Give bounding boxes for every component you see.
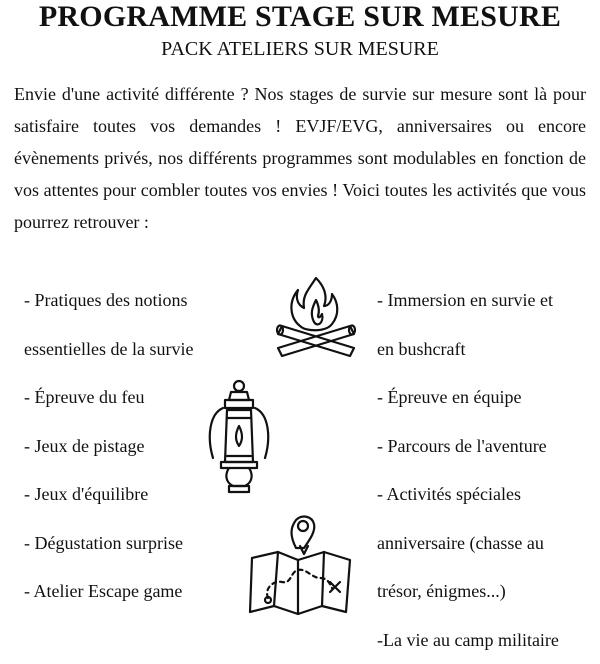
campfire-icon	[268, 272, 364, 368]
list-item: en bushcraft	[377, 325, 559, 374]
list-item: - Épreuve du feu	[24, 373, 193, 422]
list-item: anniversaire (chasse au	[377, 519, 559, 568]
list-item: - Immersion en survie et	[377, 276, 559, 325]
list-item: - Jeux d'équilibre	[24, 470, 193, 519]
lantern-icon	[203, 378, 275, 498]
list-item: essentielles de la survie	[24, 325, 193, 374]
intro-paragraph: Envie d'une activité différente ? Nos stages de survie sur mesure sont là pour satisfaire toutes vos demandes ! EVJF/EVG, anniversaires ou encore évènements privés, nos différents programmes sont modulables en fonction de vos attentes pour combler toutes vos envies ! Voici toutes les activités que vous pourrez retrouver :	[14, 78, 586, 238]
treasure-map-icon	[246, 508, 356, 618]
activities-left-column	[24, 276, 193, 616]
list-item: - Activités spéciales	[377, 470, 559, 519]
list-item: - Dégustation surprise	[24, 519, 193, 568]
list-item: -La vie au camp militaire	[377, 616, 559, 664]
list-item: - Jeux de pistage	[24, 422, 193, 471]
list-item: - Épreuve en équipe	[377, 373, 559, 422]
list-item: - Pratiques des notions	[24, 276, 193, 325]
page-subtitle: PACK ATELIERS SUR MESURE	[0, 36, 600, 62]
list-item: - Atelier Escape game	[24, 567, 193, 616]
list-item: - Parcours de l'aventure	[377, 422, 559, 471]
activities-right-column	[377, 276, 559, 664]
page-title: PROGRAMME STAGE SUR MESURE	[0, 0, 600, 34]
list-item: trésor, énigmes...)	[377, 567, 559, 616]
